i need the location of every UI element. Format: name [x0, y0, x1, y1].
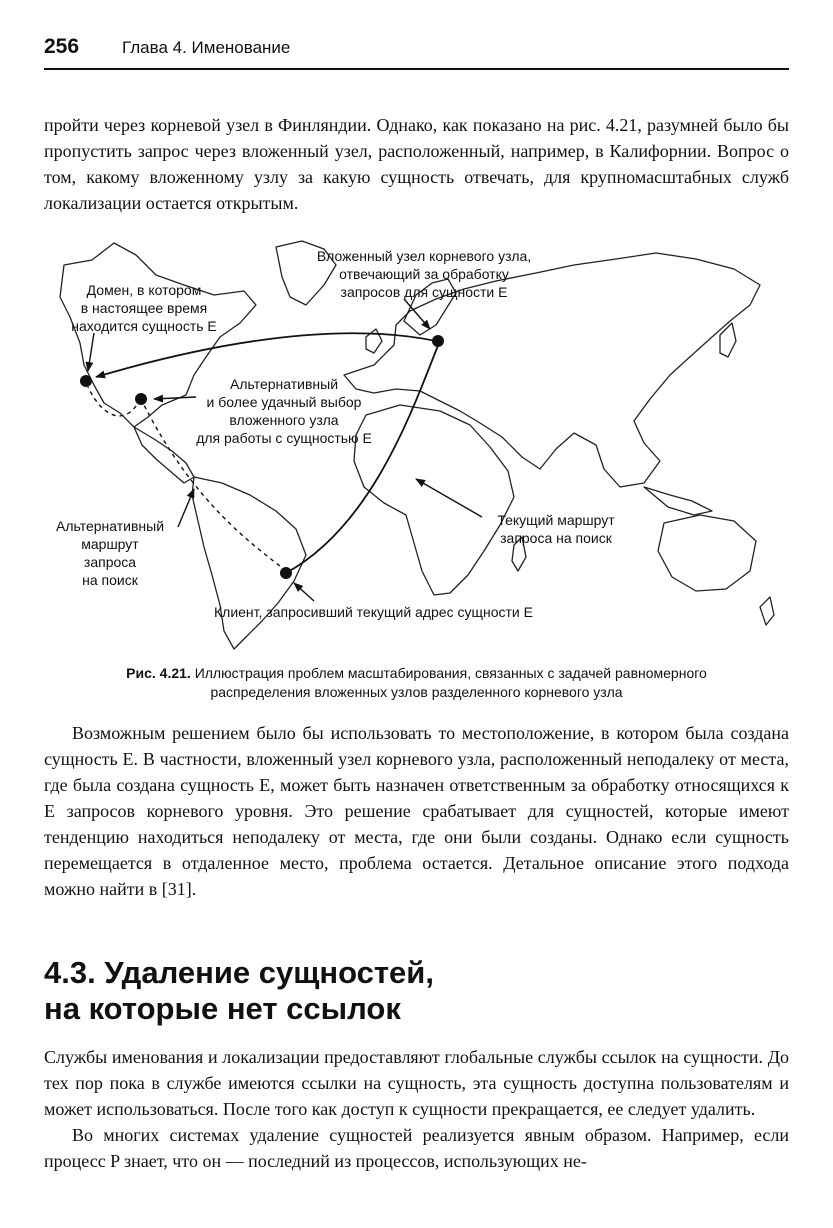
label-line: и более удачный выбор	[206, 394, 362, 410]
pointer-alt-node	[154, 397, 196, 399]
paragraph: Возможным решением было бы использовать то местоположение, в котором была создана сущность E. В частности, вложенный узел корневого узла, расположенный неподалеку от места, где была создана сущность E, может быть назначен ответственным за обработку относящихся к E запросов корневого уровня. Это решение срабатывает для сущностей, которые имеют тенденцию находиться неподалеку от места, где они были созданы. Однако если сущность перемещается в отдаленное место, проблема остается. Детальное описание этого подхода можно найти в [31].	[44, 723, 789, 899]
label-line: Текущий маршрут	[497, 512, 615, 528]
section-heading-line-1: 4.3. Удаление сущностей,	[44, 955, 434, 990]
label-line: запросов для сущности E	[340, 284, 508, 300]
label-line: для работы с сущностью E	[196, 430, 372, 446]
label-line: находится сущность E	[71, 318, 217, 334]
southeast-asia-islands-outline	[644, 487, 712, 515]
paragraph-intro	[44, 112, 789, 216]
root-to-domain-path	[96, 333, 436, 377]
pointer-client	[294, 583, 314, 601]
figure-caption	[44, 664, 789, 702]
caption-label: Рис. 4.21.	[126, 665, 191, 681]
caption-text-2: распределения вложенных узлов разделенного корневого узла	[210, 684, 623, 700]
pointer-current-route	[416, 479, 482, 517]
label-subnode	[317, 248, 531, 300]
label-current-route	[497, 512, 615, 546]
label-alt-route	[56, 518, 164, 588]
label-line: в настоящее время	[80, 300, 208, 316]
label-line: Вложенный узел корневого узла,	[316, 248, 532, 264]
label-line: запроса	[83, 554, 137, 570]
section-heading-line-2: на которые нет ссылок	[44, 991, 401, 1026]
figure-world-map	[44, 225, 789, 655]
alt-node-to-domain-path	[88, 387, 140, 416]
paragraph: Во многих системах удаление сущностей реализуется явным образом. Например, если процесс P знает, что он — последний из процессов, использующих не-	[44, 1125, 789, 1171]
label-client	[214, 604, 533, 620]
label-line: Альтернативный	[55, 518, 165, 534]
chapter-title: Глава 4. Именование	[122, 38, 291, 57]
pointer-domain	[88, 333, 94, 371]
section-heading	[44, 955, 789, 1027]
caption-line-1	[44, 664, 789, 683]
label-line: на поиск	[82, 572, 138, 588]
label-line: вложенного узла	[229, 412, 339, 428]
africa-outline	[354, 405, 514, 595]
label-line: отвечающий за обработку	[339, 266, 509, 282]
label-line: Клиент, запросивший текущий адрес сущности E	[214, 604, 533, 620]
label-line: маршрут	[81, 536, 139, 552]
label-line: запроса на поиск	[500, 530, 612, 546]
world-map-diagram	[44, 225, 789, 655]
south-america-outline	[192, 477, 306, 649]
client-dot	[280, 567, 292, 579]
running-head	[44, 32, 789, 70]
section-body	[44, 1044, 789, 1174]
pointer-alt-route	[178, 489, 194, 527]
page-number: 256	[44, 35, 80, 58]
alt-subnode-dot	[135, 393, 147, 405]
paragraph-solution	[44, 720, 789, 902]
label-alt-node	[196, 376, 372, 446]
paragraph: Службы именования и локализации предоставляют глобальные службы ссылок на сущности. До тех пор пока в службе имеются ссылки на сущность, эта сущность доступна пользователям и может использоваться. После того как доступ к сущности прекращается, ее следует удалить.	[44, 1047, 789, 1119]
paragraph: пройти через корневой узел в Финляндии. Однако, как показано на рис. 4.21, разумней было бы пропустить запрос через вложенный узел, расположенный, например, в Калифорнии. Вопрос о том, какому вложенному узлу за какую сущность отвечать, для крупномасштабных служб локализации остается открытым.	[44, 115, 789, 213]
label-line: Домен, в котором	[86, 282, 202, 298]
root-subnode-dot	[432, 335, 444, 347]
label-line: Альтернативный	[229, 376, 339, 392]
label-domain	[71, 282, 217, 334]
central-america-outline	[134, 427, 194, 483]
domain-dot	[80, 375, 92, 387]
new-zealand-outline	[760, 597, 774, 625]
australia-outline	[658, 515, 756, 591]
caption-text-1: Иллюстрация проблем масштабирования, связанных с задачей равномерного	[194, 665, 707, 681]
